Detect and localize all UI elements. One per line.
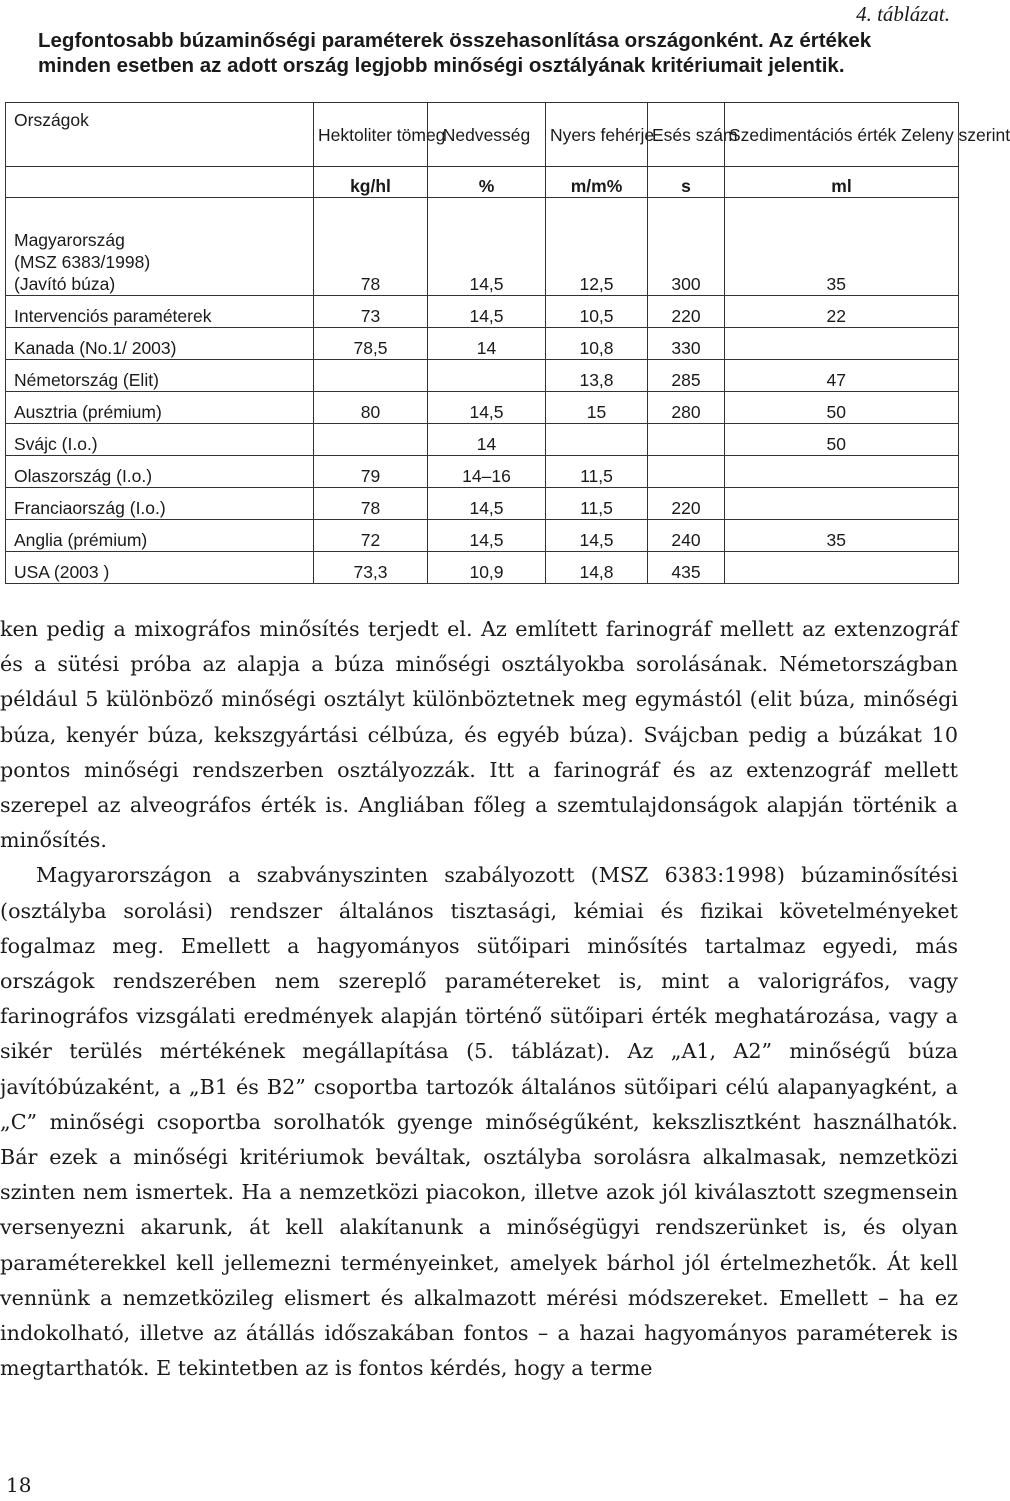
value-cell: 13,8 bbox=[546, 360, 648, 392]
value-cell: 10,8 bbox=[546, 328, 648, 360]
value-cell: 72 bbox=[314, 520, 428, 552]
value-cell bbox=[725, 488, 959, 520]
value-cell: 14,5 bbox=[428, 520, 546, 552]
table-row bbox=[6, 296, 959, 328]
quality-parameters-table bbox=[5, 102, 1010, 584]
page-number: 18 bbox=[6, 1473, 32, 1497]
value-cell: 78 bbox=[314, 198, 428, 296]
table-row bbox=[6, 552, 959, 584]
unit-cell: % bbox=[428, 167, 546, 198]
unit-cell: ml bbox=[725, 167, 959, 198]
value-cell: 300 bbox=[648, 198, 725, 296]
table-row bbox=[6, 328, 959, 360]
column-header: Hektoliter tömeg bbox=[314, 103, 428, 167]
value-cell: 14,5 bbox=[428, 296, 546, 328]
value-cell: 240 bbox=[648, 520, 725, 552]
column-header: Nyers fehérje bbox=[546, 103, 648, 167]
value-cell: 11,5 bbox=[546, 488, 648, 520]
value-cell bbox=[725, 328, 959, 360]
unit-cell: kg/hl bbox=[314, 167, 428, 198]
table-caption: Legfontosabb búzaminőségi paraméterek összehasonlítása országonként. Az értékek minden esetben az adott ország legjobb minőségi osztályának kritériumait jelentik. bbox=[38, 29, 872, 77]
value-cell: 73,3 bbox=[314, 552, 428, 584]
table-number-label: 4. táblázat. bbox=[856, 2, 950, 26]
table-row bbox=[6, 198, 959, 296]
unit-cell: s bbox=[648, 167, 725, 198]
country-cell: Ausztria (prémium) bbox=[6, 392, 314, 424]
country-cell: Kanada (No.1/ 2003) bbox=[6, 328, 314, 360]
value-cell: 73 bbox=[314, 296, 428, 328]
unit-cell bbox=[6, 167, 314, 198]
value-cell bbox=[648, 456, 725, 488]
value-cell: 14,5 bbox=[428, 198, 546, 296]
value-cell: 14 bbox=[428, 328, 546, 360]
body-text bbox=[0, 612, 958, 1386]
value-cell: 50 bbox=[725, 392, 959, 424]
table-row bbox=[6, 392, 959, 424]
value-cell bbox=[725, 456, 959, 488]
value-cell: 79 bbox=[314, 456, 428, 488]
value-cell: 10,9 bbox=[428, 552, 546, 584]
value-cell: 50 bbox=[725, 424, 959, 456]
value-cell: 14,8 bbox=[546, 552, 648, 584]
country-cell: Olaszország (I.o.) bbox=[6, 456, 314, 488]
body-paragraph: ken pedig a mixográfos minősítés terjedt el. Az említett farinográf mellett az extenzográf és a sütési próba az alapja a búza minőségi osztályokba sorolásának. Németországban például 5 különböző minőségi osztályt különböztetnek meg egymástól (elit búza, minőségi búza, kenyér búza, kekszgyártási célbúza, és egyéb búza). Svájcban pedig a búzákat 10 pontos minőségi rendszerben osztályozzák. Itt a farinográf és az extenzográf mellett szerepel az alveográfos érték is. Angliában főleg a szemtulajdonságok alapján történik a minősítés. bbox=[0, 617, 958, 853]
country-cell: Svájc (I.o.) bbox=[6, 424, 314, 456]
value-cell: 330 bbox=[648, 328, 725, 360]
value-cell: 12,5 bbox=[546, 198, 648, 296]
country-cell: Magyarország (MSZ 6383/1998) (Javító búza) bbox=[6, 198, 314, 296]
value-cell: 14,5 bbox=[428, 392, 546, 424]
column-header: Esés szám bbox=[648, 103, 725, 167]
table-header-row bbox=[6, 103, 959, 167]
units-row bbox=[6, 167, 959, 198]
value-cell bbox=[725, 552, 959, 584]
value-cell: 280 bbox=[648, 392, 725, 424]
column-header: Országok bbox=[6, 103, 314, 167]
country-cell: Franciaország (I.o.) bbox=[6, 488, 314, 520]
table-row bbox=[6, 488, 959, 520]
value-cell: 14,5 bbox=[546, 520, 648, 552]
country-cell: Németország (Elit) bbox=[6, 360, 314, 392]
value-cell: 220 bbox=[648, 296, 725, 328]
column-header: Nedvesség bbox=[428, 103, 546, 167]
value-cell: 11,5 bbox=[546, 456, 648, 488]
value-cell bbox=[546, 424, 648, 456]
value-cell: 220 bbox=[648, 488, 725, 520]
value-cell bbox=[648, 424, 725, 456]
value-cell: 80 bbox=[314, 392, 428, 424]
value-cell: 78 bbox=[314, 488, 428, 520]
body-paragraph: Magyarországon a szabványszinten szabályozott (MSZ 6383:1998) búzaminősítési (osztályba sorolási) rendszer általános tisztasági, kémiai és fizikai követelményeket fogalmaz meg. Emellett a hagyományos sütőipari minősítés tartalmaz egyedi, más országok rendszerében nem szereplő paramétereket is, mint a valorigráfos, vagy farinográfos vizsgálati eredmények alapján történő sütőipari érték meghatározása, vagy a sikér terülés mértékének megállapítása (5. táblázat). Az „A1, A2” minőségű búza javítóbúzaként, a „B1 és B2” csoportba tartozók általános sütőipari célú alapanyagként, a „C” minőségi csoportba sorolhatók gyenge minőségűként, kekszlisztként használhatók. Bár ezek a minőségi kritériumok beváltak, osztályba sorolásra alkalmasak, nemzetközi szinten nem ismertek. Ha a nemzetközi piacokon, illetve azok jól kiválasztott szegmensein versenyezni akarunk, át kell alakítanunk a minőségügyi rendszerünket is, és olyan paraméterekkel kell jellemezni terményeinket, amelyek bárhol jól értelmezhetők. Át kell vennünk a nemzetközileg elismert és alkalmazott mérési módszereket. Emellett – ha ez indokolható, illetve az átállás időszakában fontos – a hazai hagyományos paraméterek is megtarthatók. E tekintetben az is fontos kérdés, hogy a terme bbox=[0, 863, 958, 1381]
value-cell: 78,5 bbox=[314, 328, 428, 360]
value-cell: 47 bbox=[725, 360, 959, 392]
value-cell bbox=[314, 360, 428, 392]
value-cell: 14–16 bbox=[428, 456, 546, 488]
value-cell: 22 bbox=[725, 296, 959, 328]
table-row bbox=[6, 360, 959, 392]
column-header: Szedimentációs érték Zeleny szerint bbox=[725, 103, 959, 167]
table-row bbox=[6, 456, 959, 488]
table-row bbox=[6, 520, 959, 552]
value-cell: 285 bbox=[648, 360, 725, 392]
country-cell: USA (2003 ) bbox=[6, 552, 314, 584]
value-cell: 10,5 bbox=[546, 296, 648, 328]
value-cell bbox=[428, 360, 546, 392]
value-cell: 15 bbox=[546, 392, 648, 424]
unit-cell: m/m% bbox=[546, 167, 648, 198]
country-cell: Anglia (prémium) bbox=[6, 520, 314, 552]
value-cell: 435 bbox=[648, 552, 725, 584]
value-cell: 35 bbox=[725, 520, 959, 552]
value-cell: 35 bbox=[725, 198, 959, 296]
value-cell: 14 bbox=[428, 424, 546, 456]
value-cell bbox=[314, 424, 428, 456]
value-cell: 14,5 bbox=[428, 488, 546, 520]
table-row bbox=[6, 424, 959, 456]
country-cell: Intervenciós paraméterek bbox=[6, 296, 314, 328]
